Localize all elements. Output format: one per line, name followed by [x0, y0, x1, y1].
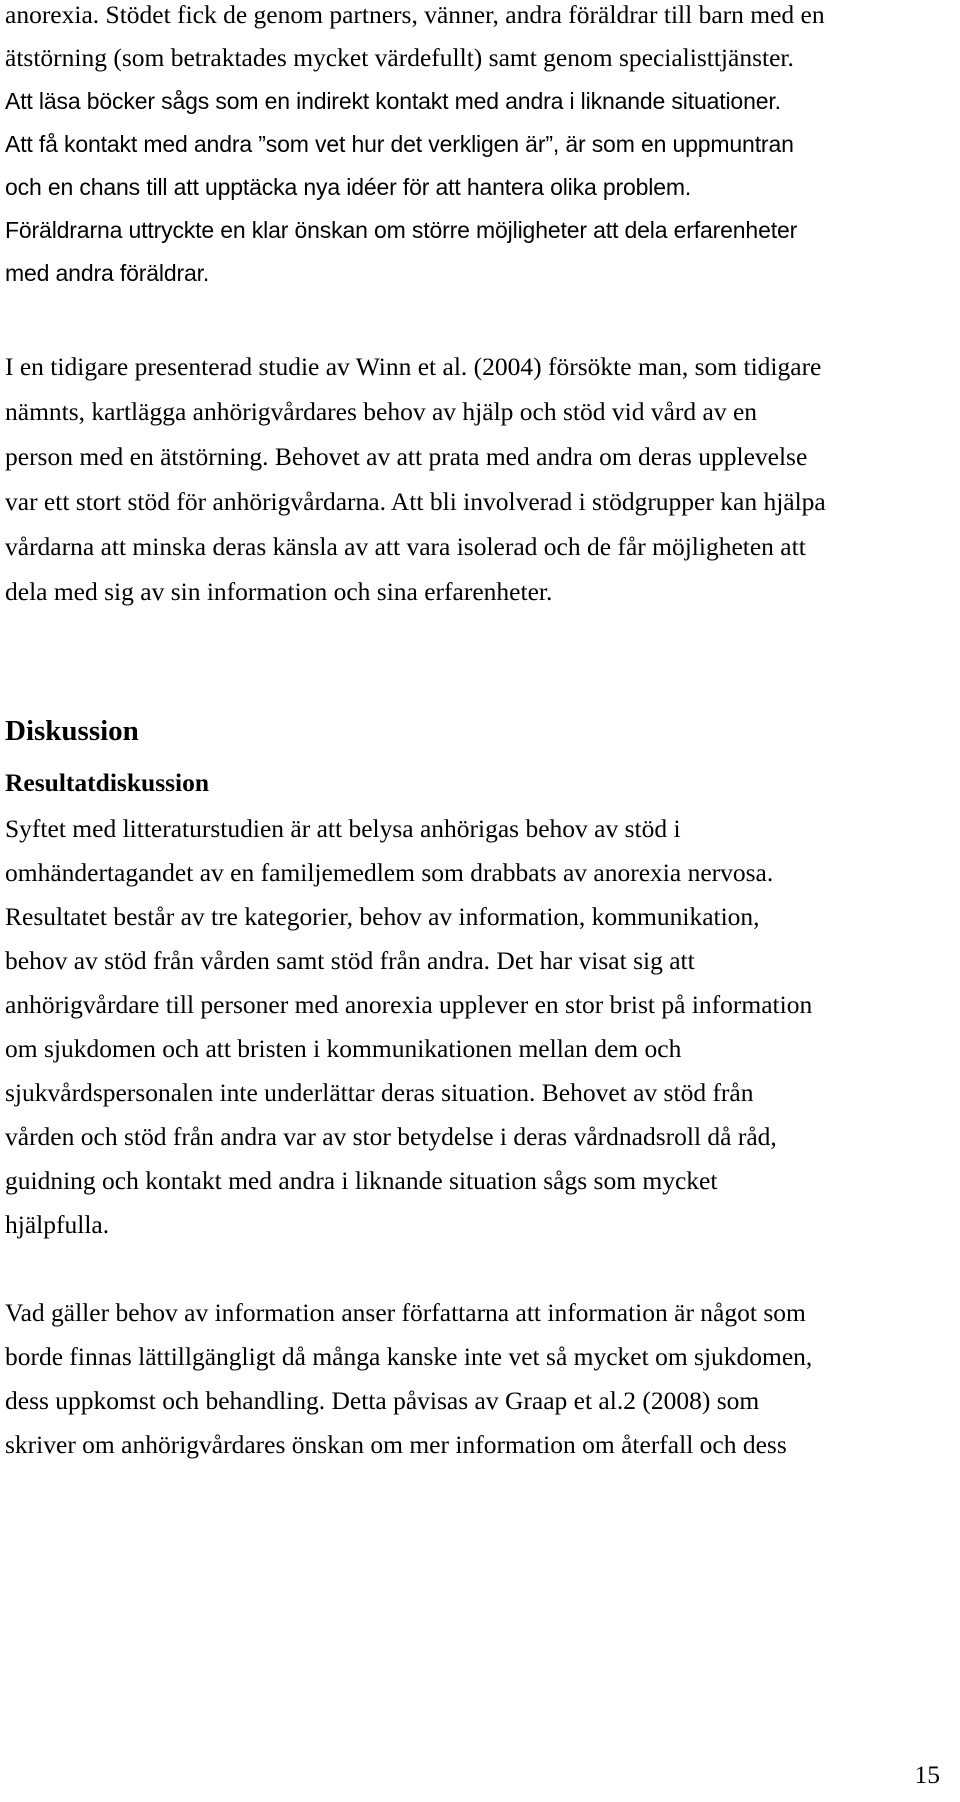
section-heading-diskussion: Diskussion: [5, 715, 139, 747]
text-line: anhörigvårdare till personer med anorexia upplever en stor brist på information: [5, 990, 813, 1019]
text-line: hjälpfulla.: [5, 1210, 110, 1239]
subsection-heading-resultatdiskussion: Resultatdiskussion: [5, 768, 210, 797]
text-line: med andra föräldrar.: [5, 260, 210, 286]
text-line: om sjukdomen och att bristen i kommunikationen mellan dem och: [5, 1034, 682, 1063]
text-line: vården och stöd från andra var av stor betydelse i deras vårdnadsroll då råd,: [5, 1122, 777, 1151]
text-line: dela med sig av sin information och sina erfarenheter.: [5, 577, 553, 606]
text-line: Resultatet består av tre kategorier, behov av information, kommunikation,: [5, 902, 760, 931]
text-line: ätstörning (som betraktades mycket värdefullt) samt genom specialisttjänster.: [5, 43, 794, 72]
text-line: Syftet med litteraturstudien är att belysa anhörigas behov av stöd i: [5, 814, 681, 843]
text-line: Vad gäller behov av information anser författarna att information är något som: [5, 1298, 806, 1327]
text-line: sjukvårdspersonalen inte underlättar deras situation. Behovet av stöd från: [5, 1078, 754, 1107]
text-line: borde finnas lättillgängligt då många kanske inte vet så mycket om sjukdomen,: [5, 1342, 813, 1371]
text-line: I en tidigare presenterad studie av Winn et al. (2004) försökte man, som tidigare: [5, 352, 822, 381]
text-line: anorexia. Stödet fick de genom partners, vänner, andra föräldrar till barn med en: [5, 0, 825, 29]
text-line: Att läsa böcker sågs som en indirekt kontakt med andra i liknande situationer.: [5, 88, 781, 114]
text-line: omhändertagandet av en familjemedlem som drabbats av anorexia nervosa.: [5, 858, 774, 887]
text-line: var ett stort stöd för anhörigvårdarna. Att bli involverad i stödgrupper kan hjälpa: [5, 487, 826, 516]
text-line: guidning och kontakt med andra i liknande situation sågs som mycket: [5, 1166, 718, 1195]
text-line: behov av stöd från vården samt stöd från andra. Det har visat sig att: [5, 946, 695, 975]
text-line: person med en ätstörning. Behovet av att prata med andra om deras upplevelse: [5, 442, 808, 471]
text-line: och en chans till att upptäcka nya idéer för att hantera olika problem.: [5, 174, 692, 200]
text-line: skriver om anhörigvårdares önskan om mer information om återfall och dess: [5, 1430, 787, 1459]
text-line: Att få kontakt med andra ”som vet hur det verkligen är”, är som en uppmuntran: [5, 131, 794, 157]
text-line: vårdarna att minska deras känsla av att vara isolerad och de får möjligheten att: [5, 532, 806, 561]
text-line: Föräldrarna uttryckte en klar önskan om större möjligheter att dela erfarenheter: [5, 217, 798, 243]
page-number: 15: [914, 1760, 940, 1789]
text-line: nämnts, kartlägga anhörigvårdares behov av hjälp och stöd vid vård av en: [5, 397, 758, 426]
text-line: dess uppkomst och behandling. Detta påvisas av Graap et al.2 (2008) som: [5, 1386, 760, 1415]
